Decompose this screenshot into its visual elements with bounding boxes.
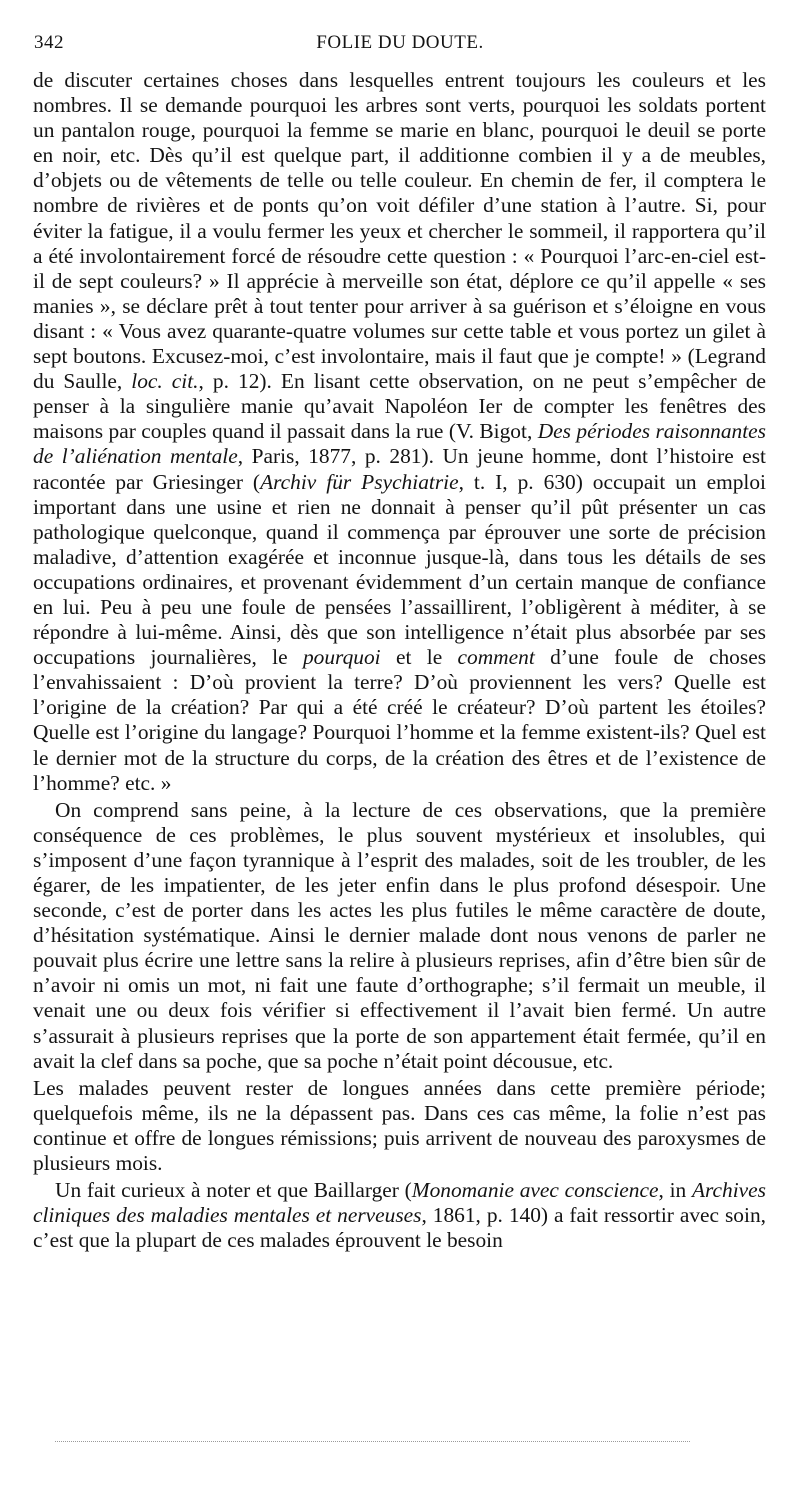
page-header bbox=[34, 32, 766, 58]
running-title: FOLIE DU DOUTE. bbox=[316, 32, 484, 53]
italic-text: loc. cit. bbox=[131, 369, 199, 394]
text-run: de discuter certaines choses dans lesquelles entrent toujours les couleurs et les nombres. Il se demande pourquoi les arbres sont verts, pourquoi les soldats portent un pantalon rouge, pourquoi la femme se marie en blanc, pourquoi le deuil se porte en noir, etc. Dès qu’il est quelque part, il additionne combien il y a de meubles, d’objets ou de vêtements de telle ou telle couleur. En chemin de fer, il comptera le nombre de rivières et de ponts qu’on voit défiler d’une station à l’autre. Si, pour éviter la fatigue, il a voulu fermer les yeux et chercher le sommeil, il rapportera qu’il a été involontairement forcé de résoudre cette question : « Pourquoi l’arc-en-ciel est-il de sept couleurs? » Il apprécie à merveille son état, déplore ce qu’il appelle « ses manies », se déclare prêt à tout tenter pour arriver à sa guérison et s’éloigne en vous disant : « Vous avez quarante-quatre volumes sur cette table et vous portez un gilet à sept boutons. Excusez-moi, c’est involontaire, mais il faut que je compte! » (Legrand du Saulle, bbox=[33, 68, 766, 394]
italic-text: Des périodes raisonnantes de l’aliénation mentale bbox=[33, 419, 767, 469]
italic-text: Archiv für Psychiatrie bbox=[260, 469, 459, 494]
paragraph-continued bbox=[33, 68, 766, 796]
paragraph bbox=[33, 1076, 766, 1176]
text-run: Un fait curieux à noter et que Baillarger ( bbox=[55, 1178, 412, 1203]
text-run: et le bbox=[380, 645, 458, 670]
text-run: On comprend sans peine, à la lecture de ces observations, que la première conséquence de ces problèmes, le plus souvent mystérieux et insolubles, qui s’imposent d’une façon tyrannique à l’esprit des malades, soit de les troubler, de les égarer, de les impatienter, de les jeter enfin dans le plus profond désespoir. Une seconde, c’est de porter dans les actes les plus futiles le même caractère de doute, d’hésitation systématique. Ainsi le dernier malade dont nous venons de parler ne pouvait plus écrire une lettre sans la relire à plusieurs reprises, afin d’être bien sûr de n’avoir ni omis un mot, ni fait une faute d’orthographe; s’il fermait un meuble, il venait une ou deux fois vérifier si effectivement il l’avait bien fermé. Un autre s’assurait à plusieurs reprises que la porte de son appartement était fermée, qu’il en avait la clef dans sa poche, que sa poche n’était point décousue, etc. bbox=[33, 797, 766, 1073]
text-run: , p. 12). En lisant cette observation, on ne peut s’empêcher de penser à la singulière manie qu’avait Napoléon Ier de compter les fenêtres des maisons par couples quand il passait dans la rue (V. Bigot, bbox=[33, 369, 766, 444]
text-run: , in bbox=[658, 1178, 692, 1203]
paragraph bbox=[33, 798, 766, 1074]
body-text bbox=[33, 68, 766, 1253]
italic-text: comment bbox=[457, 645, 535, 670]
text-run: , 1861, p. 140) a fait ressortir avec soin, c’est que la plupart de ces malades éprouvent le besoin bbox=[33, 1203, 766, 1253]
text-run: , t. I, p. 630) occupait un emploi important dans une usine et rien ne donnait à penser qu’il pût présenter un cas pathologique quelconque, quand il commença par éprouver une sorte de précision maladive, d’attention exagérée et inconnue jusque-là, dans tous les détails de ses occupations ordinaires, et provenant évidemment d’un certain manque de confiance en lui. Peu à peu une foule de pensées l’assaillirent, l’obligèrent à méditer, à se répondre à lui-même. Ainsi, dès que son intelligence n’était plus absorbée par ses occupations journalières, le bbox=[33, 469, 766, 670]
page-number: 342 bbox=[34, 32, 64, 53]
text-run: Les malades peuvent rester de longues années dans cette première période; quelquefois même, ils ne la dépassent pas. Dans ces cas même, la folie n’est pas continue et offre de longues rémissions; puis arrivent de nouveau des paroxysmes de plusieurs mois. bbox=[33, 1075, 766, 1176]
italic-text: Archives cliniques des maladies mentales et nerveuses bbox=[33, 1178, 766, 1228]
text-run: d’une foule de choses l’envahissaient : D’où provient la terre? D’où proviennent les vers? Quelle est l’origine de la création? Par qui a été créé le créateur? D’où partent les étoiles? Quelle est l’origine du langage? Pourquoi l’homme et la femme existent-ils? Quel est le dernier mot de la structure du corps, de la création des êtres et de l’existence de l’homme? etc. » bbox=[33, 645, 767, 795]
footer-dotted-rule bbox=[55, 1441, 690, 1442]
paragraph bbox=[33, 1178, 766, 1253]
italic-text: Monomanie avec conscience bbox=[411, 1178, 659, 1203]
italic-text: pourquoi bbox=[302, 645, 381, 670]
text-run: , Paris, 1877, p. 281). Un jeune homme, dont l’histoire est racontée par Griesinger ( bbox=[33, 444, 766, 494]
